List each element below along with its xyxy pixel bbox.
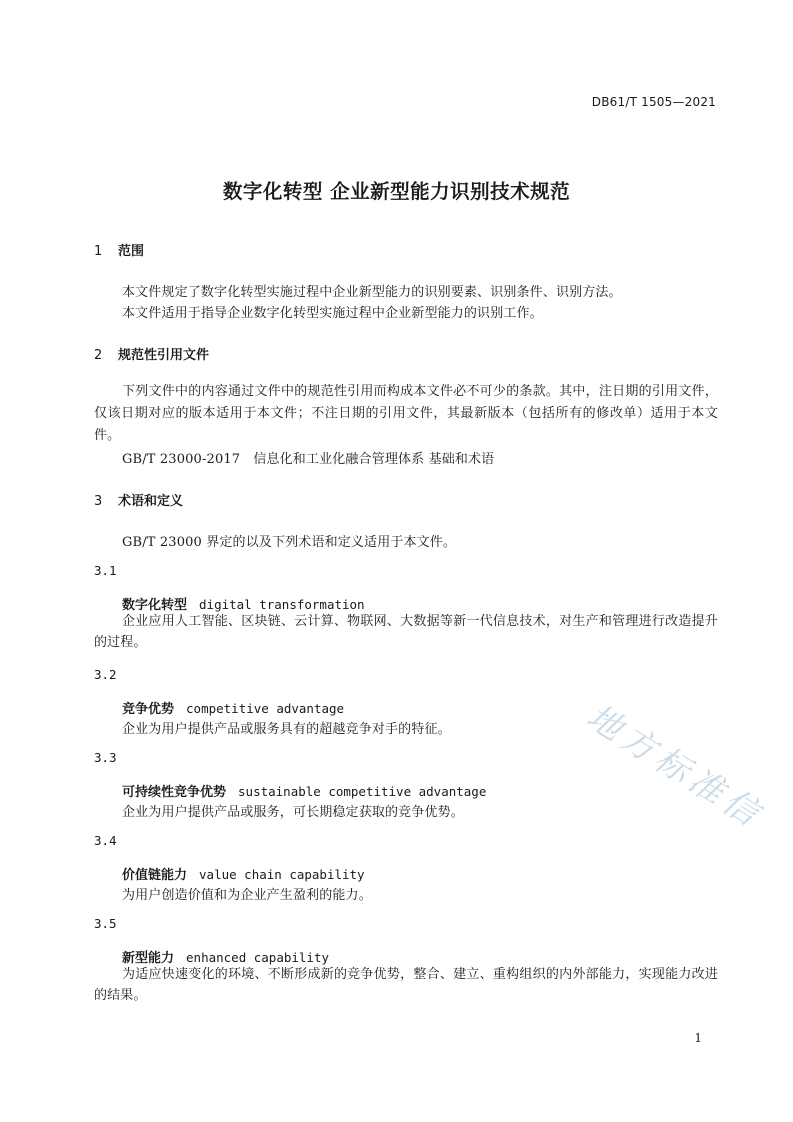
term-number: 3.1 — [94, 563, 117, 578]
section-title: 范围 — [118, 244, 145, 259]
term-number: 3.5 — [94, 916, 117, 931]
terms-intro: GB/T 23000 界定的以及下列术语和定义适用于本文件。 — [122, 535, 457, 550]
term-english: digital transformation — [199, 597, 365, 612]
term-number: 3.3 — [94, 750, 117, 765]
term-definition: 为适应快速变化的环境、不断形成新的竞争优势，整合、建立、重构组织的内外部能力，实现能力改进的结果。 — [94, 967, 718, 1003]
scope-paragraph-2: 本文件适用于指导企业数字化转型实施过程中企业新型能力的识别工作。 — [122, 306, 543, 321]
page-number: 1 — [694, 1031, 702, 1045]
term-definition: 为用户创造价值和为企业产生盈利的能力。 — [122, 888, 372, 903]
term-chinese: 数字化转型 — [122, 598, 188, 613]
standard-code: DB61/T 1505—2021 — [591, 95, 716, 109]
references-paragraph: 下列文件中的内容通过文件中的规范性引用而构成本文件必不可少的条款。其中，注日期的引用文件，仅该日期对应的版本适用于本文件；不注日期的引用文件，其最新版本（包括所有的修改单）适用于本文件。 — [94, 384, 718, 443]
term-definition: 企业为用户提供产品或服务具有的超越竞争对手的特征。 — [122, 722, 451, 737]
section-heading-scope — [94, 240, 144, 259]
term-english: enhanced capability — [186, 950, 330, 965]
scope-paragraph-1: 本文件规定了数字化转型实施过程中企业新型能力的识别要素、识别条件、识别方法。 — [122, 285, 622, 300]
term-english: value chain capability — [199, 867, 365, 882]
term-chinese: 可持续性竞争优势 — [122, 785, 227, 800]
section-number: 1 — [94, 244, 103, 259]
section-number: 2 — [94, 348, 103, 363]
section-title: 术语和定义 — [118, 494, 184, 509]
section-heading-terms — [94, 490, 183, 509]
term-english: competitive advantage — [186, 701, 345, 716]
term-definition: 企业为用户提供产品或服务，可长期稳定获取的竞争优势。 — [122, 805, 464, 820]
section-number: 3 — [94, 494, 103, 509]
term-number: 3.4 — [94, 833, 117, 848]
term-heading — [122, 698, 344, 717]
term-heading — [122, 781, 486, 800]
term-english: sustainable competitive advantage — [238, 784, 487, 799]
section-title: 规范性引用文件 — [118, 348, 210, 363]
term-chinese: 新型能力 — [122, 951, 175, 966]
reference-gbt23000: GB/T 23000-2017 信息化和工业化融合管理体系 基础和术语 — [122, 452, 495, 467]
term-definition: 企业应用人工智能、区块链、云计算、物联网、大数据等新一代信息技术，对生产和管理进行改造提升的过程。 — [94, 614, 718, 650]
section-heading-normative-references — [94, 344, 209, 363]
term-chinese: 竞争优势 — [122, 702, 175, 717]
term-chinese: 价值链能力 — [122, 868, 188, 883]
document-title: 数字化转型 企业新型能力识别技术规范 — [222, 180, 571, 203]
watermark: 地方标准信 — [579, 696, 771, 837]
term-heading — [122, 864, 365, 883]
term-number: 3.2 — [94, 667, 117, 682]
